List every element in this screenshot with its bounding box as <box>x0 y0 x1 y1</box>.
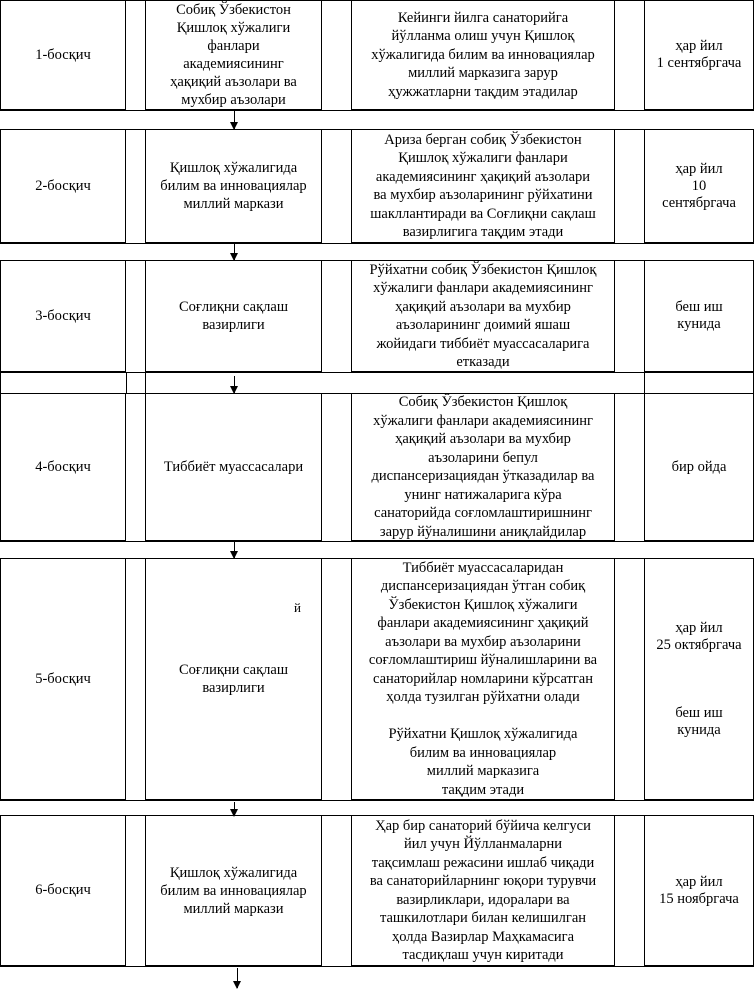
step-4-label: 4-босқич <box>0 393 126 541</box>
step-4-deadline: бир ойда <box>644 393 754 541</box>
step-6-label: 6-босқич <box>0 815 126 966</box>
step-3-deadline: беш иш кунида <box>644 260 754 372</box>
row-3-strip-divider-3 <box>145 372 146 393</box>
arrow-step-5-to-6 <box>234 802 235 816</box>
step-1-deadline: ҳар йил 1 сентябргача <box>644 0 754 110</box>
arrow-step-1-to-2 <box>234 110 235 129</box>
step-2-actor: Қишлоқ хўжалигида билим ва инновациялар миллий маркази <box>145 129 322 243</box>
step-1-label: 1-босқич <box>0 0 126 110</box>
arrow-step-4-to-5 <box>234 541 235 558</box>
step-6-actor: Қишлоқ хўжалигида билим ва инновациялар миллий маркази <box>145 815 322 966</box>
step-3-actor: Соғлиқни сақлаш вазирлиги <box>145 260 322 372</box>
step-2-label: 2-босқич <box>0 129 126 243</box>
row-3-strip-divider-1 <box>126 372 127 393</box>
row-3-strip-divider-2 <box>644 372 645 393</box>
step-3-action: Рўйхатни собиқ Ўзбекистон Қишлоқ хўжалиги фанлари академиясининг ҳақиқий аъзолари ва мухбир аъзоларининг доимий яшаш жойидаги тиббиёт муассасаларига етказади <box>351 260 615 372</box>
step-4-action: Собиқ Ўзбекистон Қишлоқ хўжалиги фанлари академиясининг ҳақиқий аъзолари ва мухбир аъзоларини бепул диспансеризациядан ўтказадилар ва унинг натижаларига кўра санаторийда соғломлаштиришнинг зарур йўналишини аниқлайдилар <box>351 393 615 541</box>
row-1-bottom-line <box>0 110 754 111</box>
arrow-step-6-out <box>237 968 238 988</box>
step-2-action: Ариза берган собиқ Ўзбекистон Қишлоқ хўжалиги фанлари академиясининг ҳақиқий аъзолари ва мухбир аъзоларининг рўйхатини шакллантиради ва Соғлиқни сақлаш вазирлигига тақдим этади <box>351 129 615 243</box>
arrow-step-3-to-4 <box>234 376 235 393</box>
step-5-label: 5-босқич <box>0 558 126 800</box>
row-3-mid-line <box>0 372 754 373</box>
step-5-actor: Соғлиқни сақлаш вазирлиги <box>145 558 322 800</box>
step-6-action: Ҳар бир санаторий бўйича келгуси йил учун Йўлланмаларни тақсимлаш режасини ишлаб чиқади ва санаторийларнинг юқори турувчи вазирликлари, идоралари ва ташкилотлари билан келишилган ҳолда Вазирлар Маҳкамасига тасдиқлаш учун киритади <box>351 815 615 966</box>
step-2-deadline: ҳар йил 10 сентябргача <box>644 129 754 243</box>
step-4-actor: Тиббиёт муассасалари <box>145 393 322 541</box>
step-6-deadline: ҳар йил 15 ноябргача <box>644 815 754 966</box>
step-3-label: 3-босқич <box>0 260 126 372</box>
step-5-stray-mark: й <box>294 600 301 615</box>
step-1-action: Кейинги йилга санаторийга йўлланма олиш учун Қишлоқ хўжалигида билим ва инновациялар миллий марказига зарур ҳужжатларни тақдим этадилар <box>351 0 615 110</box>
step-5-deadline: ҳар йил 25 октябргача беш иш кунида <box>644 558 754 800</box>
row-5-bottom-line <box>0 800 754 801</box>
step-5-action: Тиббиёт муассасаларидан диспансеризациядан ўтган собиқ Ўзбекистон Қишлоқ хўжалиги фанлари академиясининг ҳақиқий аъзолари ва мухбир аъзоларини соғломлаштириш йўналишларини ва санаторийлар номларини кўрсатган ҳолда тузилган рўйхатни олади Рўйхатни Қишлоқ хўжалигида билим ва инновациялар миллий марказига тақдим этади <box>351 558 615 800</box>
arrow-step-2-to-3 <box>234 243 235 260</box>
row-2-bottom-line <box>0 243 754 244</box>
row-6-bottom-line <box>0 966 754 967</box>
row-4-bottom-line <box>0 541 754 542</box>
step-1-actor: Собиқ Ўзбекистон Қишлоқ хўжалиги фанлари академиясининг ҳақиқий аъзолари ва мухбир аъзолари <box>145 0 322 110</box>
